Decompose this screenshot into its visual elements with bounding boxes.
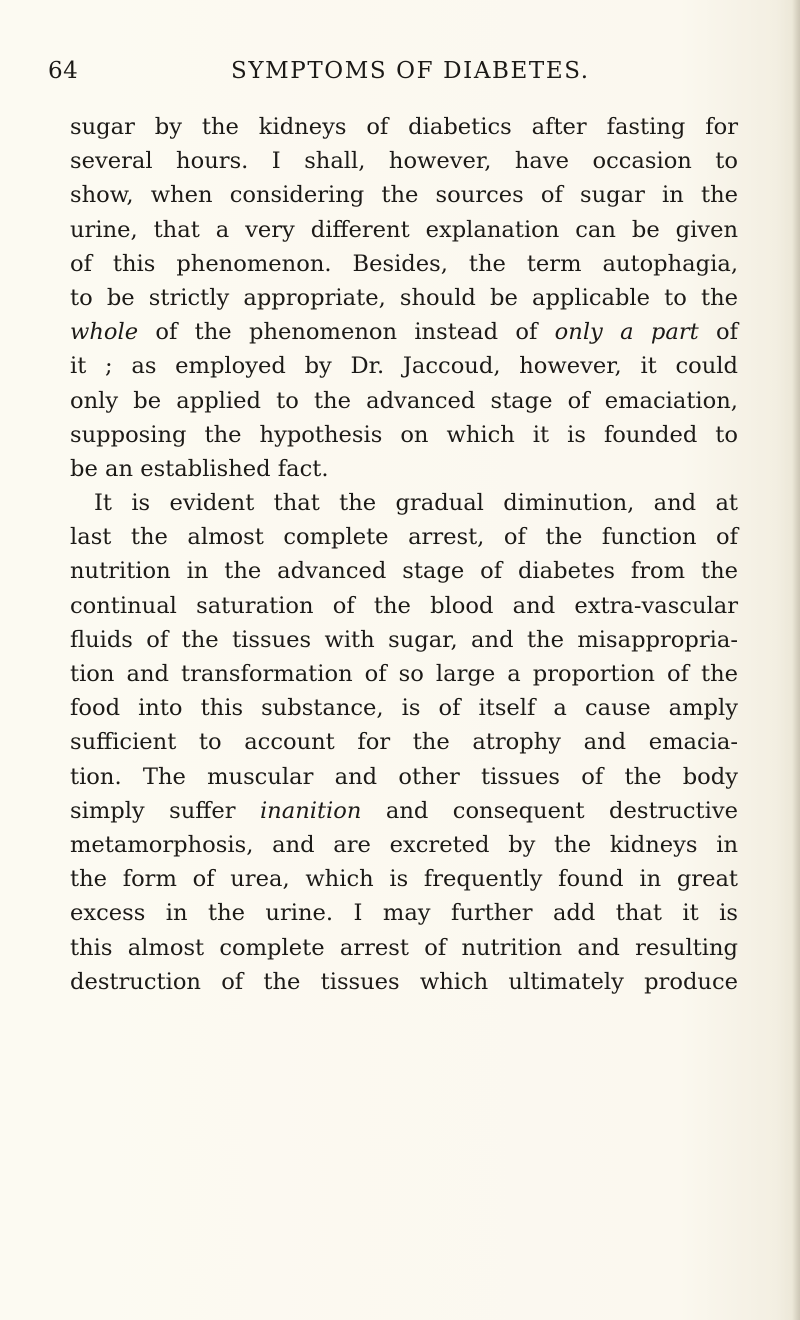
text-line [70,452,738,486]
text-segment: sugar by the kidneys of diabetics after fasting for [70,114,738,140]
text-line [70,349,738,383]
text-line [70,794,738,828]
text-line [70,384,738,418]
text-segment: It is evident that the gradual diminution, and at [94,490,738,517]
text-line [70,520,738,554]
text-segment: tion and transformation of so large a proportion of the [70,661,738,687]
text-segment: this almost complete arrest of nutrition and resulting [70,934,738,961]
italic-text: whole [70,319,139,346]
italic-text: inanition [259,797,362,824]
text-segment: sufficient to account for the atrophy and emacia- [70,729,738,756]
text-segment: destruction of the tissues which ultimately produce [70,968,738,995]
text-segment: show, when considering the sources of sugar in the [70,182,738,209]
text-line [70,725,738,759]
text-line [70,178,738,212]
text-line [70,281,738,315]
text-segment: last the almost complete arrest, of the function of [70,524,738,551]
text-line [70,554,738,588]
text-line [70,213,738,247]
running-title: SYMPTOMS OF DIABETES. [231,58,590,84]
text-segment: be an established fact. [70,455,329,482]
running-header [48,58,738,92]
text-line [70,144,738,178]
text-segment: excess in the urine. I may further add that it is [70,900,738,927]
text-segment: of [698,319,738,346]
text-segment: the form of urea, which is frequently found in great [70,866,738,893]
text-segment: of this phenomenon. Besides, the term autophagia, [70,250,738,277]
text-line [70,315,738,349]
text-line [70,931,738,965]
page-number: 64 [48,58,79,84]
text-segment: simply suffer [70,797,260,824]
italic-text: only a part [554,319,699,346]
text-line [70,691,738,725]
text-segment: urine, that a very different explanation can be given [70,216,738,243]
text-line [70,589,738,623]
text-segment: several hours. I shall, however, have occasion to [70,148,738,175]
text-line [70,862,738,896]
text-segment: to be strictly appropriate, should be applicable to the [70,284,738,311]
text-segment: it ; as employed by Dr. Jaccoud, however, it could [70,353,738,380]
text-line [70,657,738,691]
text-line [70,247,738,281]
text-segment: of the phenomenon instead of [138,319,555,346]
text-segment: and consequent destructive [361,797,738,824]
text-segment: continual saturation of the blood and extra-vascular [70,592,738,619]
text-line [70,486,738,520]
body-text [70,110,738,999]
text-segment: only be applied to the advanced stage of emaciation, [70,387,738,414]
text-line [70,965,738,999]
text-segment: metamorphosis, and are excreted by the kidneys in [70,831,738,858]
text-line [70,896,738,930]
text-line [70,760,738,794]
text-line [70,828,738,862]
text-line [70,623,738,657]
page-edge-shadow [792,0,800,1320]
text-segment: supposing the hypothesis on which it is founded to [70,421,738,448]
text-line [70,110,738,144]
text-line [70,418,738,452]
text-segment: food into this substance, is of itself a cause amply [70,695,738,722]
text-segment: nutrition in the advanced stage of diabetes from the [70,558,738,585]
text-segment: tion. The muscular and other tissues of the body [70,763,738,790]
text-segment: fluids of the tissues with sugar, and the misappropria- [70,626,738,653]
